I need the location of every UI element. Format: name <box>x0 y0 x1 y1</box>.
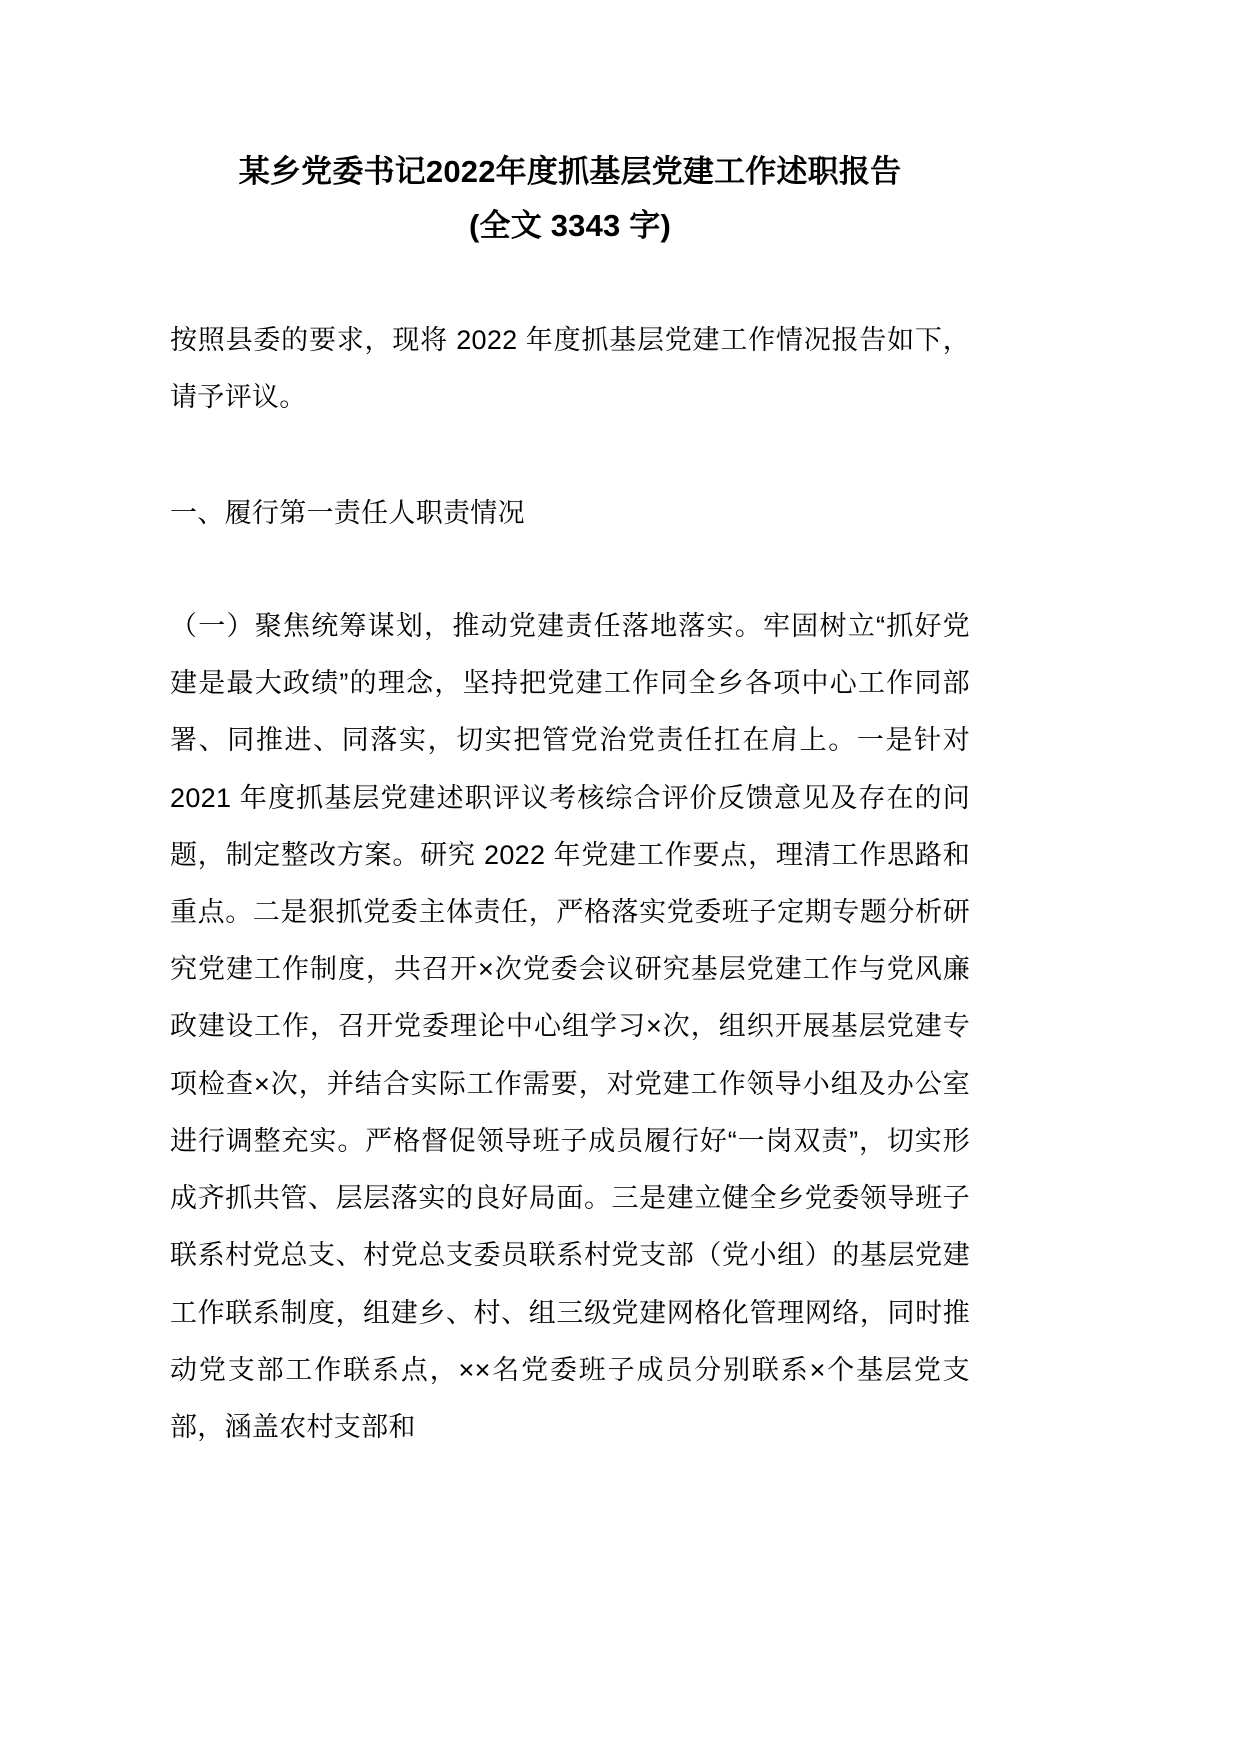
document-subtitle-word-count: (全文 3343 字) <box>468 208 672 244</box>
document-title: 某乡党委书记2022年度抓基层党建工作述职报告 <box>238 154 902 189</box>
body-paragraph-one: （一）聚焦统筹谋划，推动党建责任落地落实。牢固树立“抓好党建是最大政绩”的理念，坚持把党建工作同全乡各项中心工作同部署、同推进、同落实，切实把管党治党责任扛在肩上。一是针对 2021 年度抓基层党建述职评议考核综合评价反馈意见及存在的问题，制定整改方案。研究 2022 年党建工作要点，理清工作思路和重点。二是狠抓党委主体责任，严格落实党委班子定期专题分析研究党建工作制度，共召开×次党委会议研究基层党建工作与党风廉政建设工作，召开党委理论中心组学习×次，组织开展基层党建专项检查×次，并结合实际工作需要，对党建工作领导小组及办公室进行调整充实。严格督促领导班子成员履行好“一岗双责”，切实形成齐抓共管、层层落实的良好局面。三是建立健全乡党委领导班子联系村党总支、村党总支委员联系村党支部（党小组）的基层党建工作联系制度，组建乡、村、组三级党建网格化管理网络，同时推动党支部工作联系点，××名党委班子成员分别联系×个基层党支部，涵盖农村支部和 <box>170 610 970 1443</box>
section-heading-one: 一、履行第一责任人职责情况 <box>170 497 525 528</box>
document-content <box>170 0 970 1456</box>
lead-paragraph: 按照县委的要求，现将 2022 年度抓基层党建工作情况报告如下，请予评议。 <box>170 325 970 413</box>
